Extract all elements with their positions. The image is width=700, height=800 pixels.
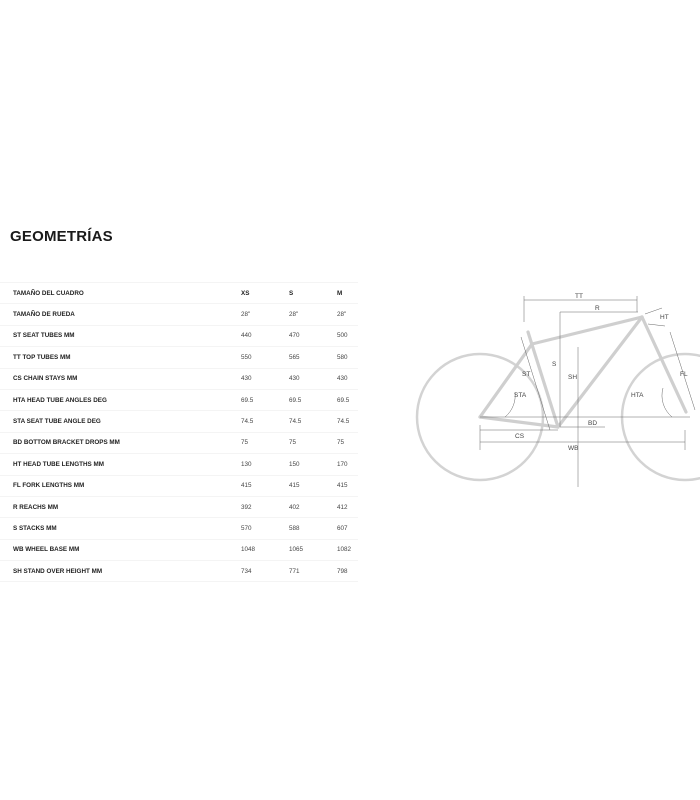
size-m-header: M <box>337 283 358 304</box>
value-m: 500 <box>337 325 358 346</box>
value-s: 415 <box>289 475 337 496</box>
table-header-row <box>0 283 358 304</box>
row-label: TAMAÑO DE RUEDA <box>0 304 241 325</box>
row-label: S STACKS MM <box>0 518 241 539</box>
value-m: 170 <box>337 454 358 475</box>
value-m: 69.5 <box>337 389 358 410</box>
value-xs: 430 <box>241 368 289 389</box>
value-m: 28" <box>337 304 358 325</box>
value-m: 75 <box>337 432 358 453</box>
dim-label-hta: HTA <box>631 392 644 399</box>
table-row <box>0 432 358 453</box>
value-m: 1082 <box>337 539 358 560</box>
dim-label-wb: WB <box>568 445 579 452</box>
value-xs: 392 <box>241 496 289 517</box>
row-label: FL FORK LENGTHS MM <box>0 475 241 496</box>
dim-label-r: R <box>595 305 600 312</box>
value-s: 150 <box>289 454 337 475</box>
value-m: 412 <box>337 496 358 517</box>
page-title: GEOMETRÍAS <box>10 228 113 245</box>
value-xs: 75 <box>241 432 289 453</box>
value-m: 607 <box>337 518 358 539</box>
row-label: WB WHEEL BASE MM <box>0 539 241 560</box>
dim-label-sh: SH <box>568 374 578 381</box>
table-row <box>0 325 358 346</box>
row-label: R REACHS MM <box>0 496 241 517</box>
dim-label-s: S <box>552 361 557 368</box>
value-xs: 1048 <box>241 539 289 560</box>
value-xs: 130 <box>241 454 289 475</box>
row-label: ST SEAT TUBES MM <box>0 325 241 346</box>
table-row <box>0 368 358 389</box>
table-row <box>0 539 358 560</box>
table-row <box>0 561 358 582</box>
value-m: 415 <box>337 475 358 496</box>
dimension-lines <box>480 296 695 487</box>
value-s: 470 <box>289 325 337 346</box>
value-s: 28" <box>289 304 337 325</box>
value-s: 75 <box>289 432 337 453</box>
value-s: 771 <box>289 561 337 582</box>
table-row <box>0 475 358 496</box>
table-row <box>0 454 358 475</box>
value-xs: 74.5 <box>241 411 289 432</box>
row-label: SH STAND OVER HEIGHT MM <box>0 561 241 582</box>
table-row <box>0 496 358 517</box>
value-s: 69.5 <box>289 389 337 410</box>
value-xs: 550 <box>241 347 289 368</box>
table-row <box>0 389 358 410</box>
value-s: 565 <box>289 347 337 368</box>
dim-label-cs: CS <box>515 433 525 440</box>
value-m: 580 <box>337 347 358 368</box>
table-row <box>0 518 358 539</box>
value-xs: 69.5 <box>241 389 289 410</box>
value-s: 588 <box>289 518 337 539</box>
table-row <box>0 304 358 325</box>
row-label: TT TOP TUBES MM <box>0 347 241 368</box>
row-label: HT HEAD TUBE LENGTHS MM <box>0 454 241 475</box>
bike-geometry-diagram <box>410 282 700 492</box>
dim-label-sta: STA <box>514 392 527 399</box>
dim-label-st: ST <box>522 371 531 378</box>
row-label: BD BOTTOM BRACKET DROPS MM <box>0 432 241 453</box>
dim-label-fl: FL <box>680 371 688 378</box>
size-xs-header: XS <box>241 283 289 304</box>
value-xs: 440 <box>241 325 289 346</box>
value-m: 74.5 <box>337 411 358 432</box>
row-label: CS CHAIN STAYS MM <box>0 368 241 389</box>
header-label: TAMAÑO DEL CUADRO <box>0 283 241 304</box>
table-row <box>0 347 358 368</box>
value-xs: 734 <box>241 561 289 582</box>
geometry-table <box>0 282 358 582</box>
size-s-header: S <box>289 283 337 304</box>
value-s: 430 <box>289 368 337 389</box>
dim-label-ht: HT <box>660 314 669 321</box>
dim-label-tt: TT <box>575 293 583 300</box>
dim-label-bd: BD <box>588 420 598 427</box>
row-label: HTA HEAD TUBE ANGLES DEG <box>0 389 241 410</box>
value-xs: 570 <box>241 518 289 539</box>
value-m: 430 <box>337 368 358 389</box>
value-s: 74.5 <box>289 411 337 432</box>
value-xs: 415 <box>241 475 289 496</box>
row-label: STA SEAT TUBE ANGLE DEG <box>0 411 241 432</box>
value-m: 798 <box>337 561 358 582</box>
value-s: 1065 <box>289 539 337 560</box>
value-xs: 28" <box>241 304 289 325</box>
value-s: 402 <box>289 496 337 517</box>
table-row <box>0 411 358 432</box>
